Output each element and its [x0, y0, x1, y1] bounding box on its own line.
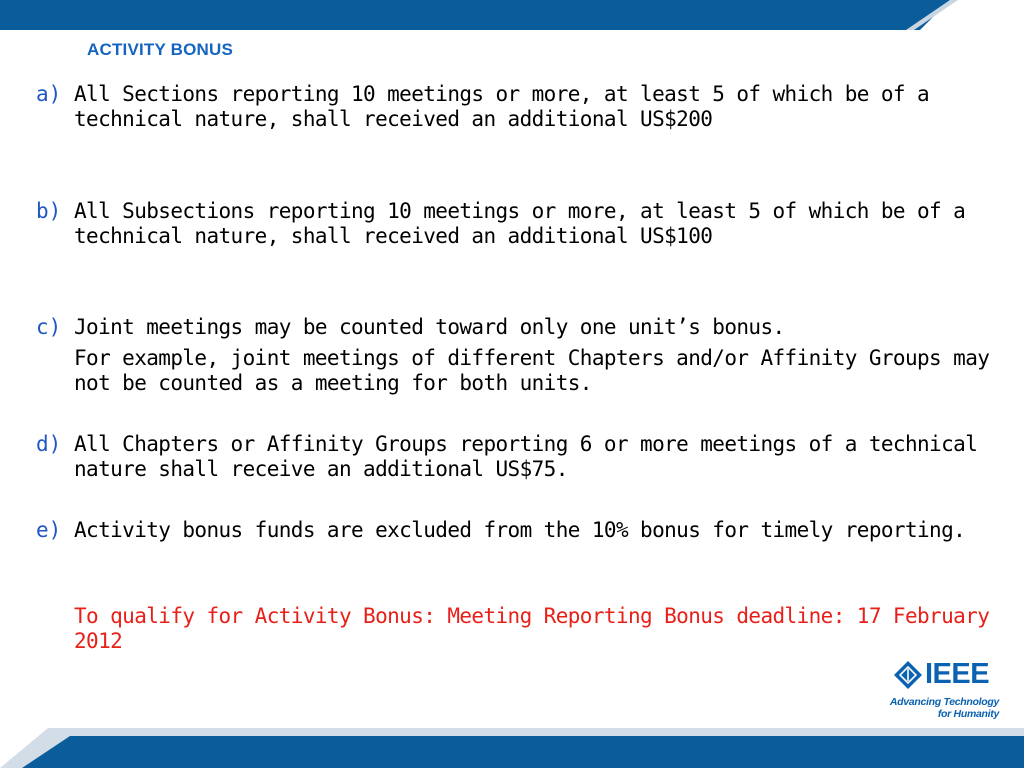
tagline-line-2: for Humanity — [937, 708, 999, 720]
item-text: All Sections reporting 10 meetings or more, at least 5 of which be of a technical nature, shall received an additional US$200 — [74, 82, 930, 131]
deadline-text: To qualify for Activity Bonus: Meeting Reporting Bonus deadline: 17 February 2012 — [74, 604, 990, 653]
bottom-banner — [0, 728, 1024, 768]
item-marker: d) — [36, 432, 62, 456]
ieee-logo — [889, 658, 1005, 722]
top-banner — [0, 0, 1024, 30]
item-text: Joint meetings may be counted toward only one unit’s bonus. — [74, 315, 785, 339]
item-text: Activity bonus funds are excluded from the 10% bonus for timely reporting. — [74, 518, 966, 542]
ieee-wordmark: IEEE — [925, 658, 990, 690]
slide-title: ACTIVITY BONUS — [87, 40, 234, 59]
ieee-tagline — [879, 696, 999, 720]
item-text: All Subsections reporting 10 meetings or more, at least 5 of which be of a technical nature, shall received an additional US$100 — [74, 199, 966, 248]
item-marker: a) — [36, 82, 62, 106]
tagline-line-1: Advancing Technology — [889, 696, 999, 708]
item-marker: c) — [36, 315, 62, 339]
ieee-diamond-icon — [893, 660, 923, 690]
item-note: For example, joint meetings of different Chapters and/or Affinity Groups may not be counted as a meeting for both units. — [74, 346, 990, 395]
item-text: All Chapters or Affinity Groups reporting 6 or more meetings of a technical nature shall receive an additional US$75. — [74, 432, 978, 481]
item-marker: e) — [36, 518, 62, 542]
item-marker: b) — [36, 199, 62, 223]
